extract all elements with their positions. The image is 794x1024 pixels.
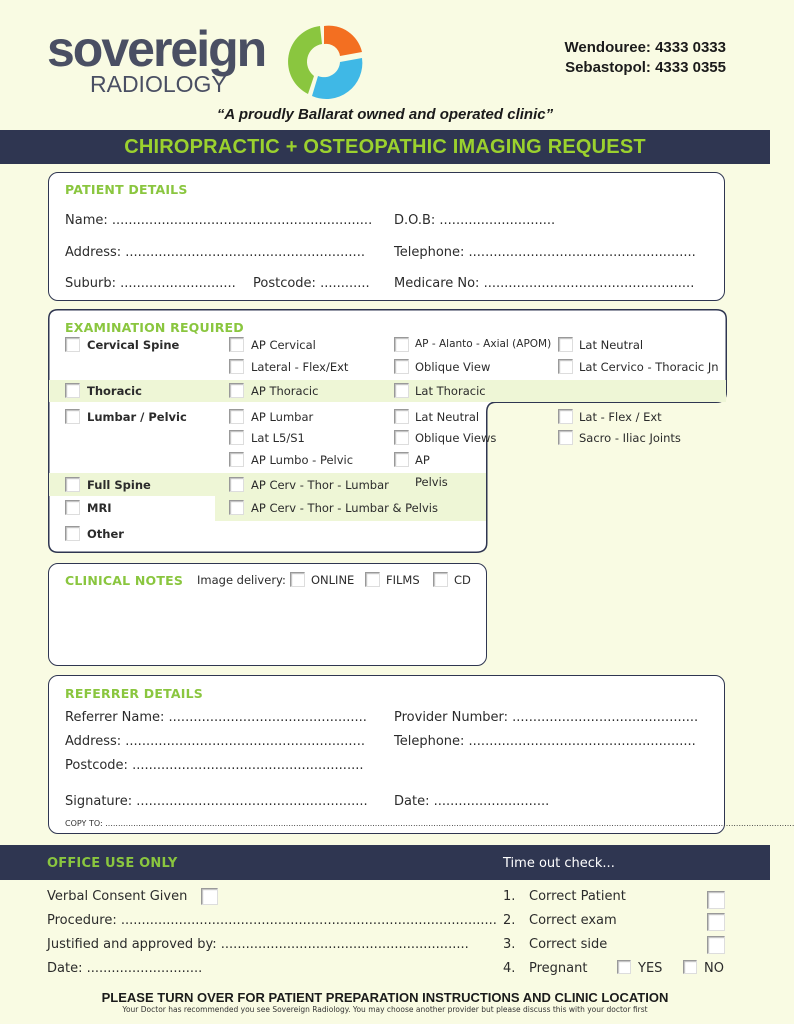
ap-cerv-thor-lumbar-label: AP Cerv - Thor - Lumbar [251, 478, 389, 492]
lat-l5s1-checkbox[interactable] [229, 430, 244, 445]
clinical-notes-heading: CLINICAL NOTES [65, 573, 184, 588]
signature-field[interactable]: Signature: ........................................................ [65, 794, 368, 809]
ap-cerv-thor-lumbar-checkbox[interactable] [229, 477, 244, 492]
provider-number-field[interactable]: Provider Number: ............................................. [394, 710, 699, 725]
pregnant-yes-checkbox[interactable] [617, 960, 631, 974]
phone-wendouree: Wendouree: 4333 0333 [564, 39, 726, 56]
pelvis-label: Pelvis [415, 475, 448, 489]
footer-disclaimer: Your Doctor has recommended you see Sovereign Radiology. You may choose another provider but please discuss this with your doctor first [122, 1005, 648, 1014]
mri-checkbox[interactable] [65, 500, 80, 515]
patient-suburb-field[interactable]: Suburb: ............................ [65, 276, 236, 291]
check-2-label: Correct exam [529, 913, 617, 928]
referrer-date-field[interactable]: Date: ............................ [394, 794, 550, 809]
ap-pelvis-checkbox[interactable] [394, 452, 409, 467]
referrer-telephone-field[interactable]: Telephone: ....................................................... [394, 734, 696, 749]
pregnant-no-label: NO [704, 961, 724, 976]
lat-neutral-cervical-checkbox[interactable] [558, 337, 573, 352]
ap-cerv-thor-lumbar-pelvis-checkbox[interactable] [229, 500, 244, 515]
patient-address-field[interactable]: Address: .......................................................... [65, 245, 365, 260]
cd-checkbox[interactable] [433, 572, 448, 587]
justified-field[interactable]: Justified and approved by: ............................................................ [47, 937, 469, 952]
online-label: ONLINE [311, 573, 355, 587]
oblique-view-checkbox[interactable] [394, 359, 409, 374]
clinic-phones [565, 38, 726, 78]
cervical-spine-label: Cervical Spine [87, 338, 180, 352]
ap-label: AP [415, 453, 430, 467]
ap-thoracic-checkbox[interactable] [229, 383, 244, 398]
check-4-label: Pregnant [529, 961, 588, 976]
lat-thoracic-checkbox[interactable] [394, 383, 409, 398]
full-spine-checkbox[interactable] [65, 477, 80, 492]
ap-lumbar-checkbox[interactable] [229, 409, 244, 424]
check-2-number: 2. [503, 913, 516, 928]
films-checkbox[interactable] [365, 572, 380, 587]
procedure-field[interactable]: Procedure: ........................................................................................... [47, 913, 497, 928]
patient-postcode-field[interactable]: Postcode: ............ [253, 276, 370, 291]
page-title: CHIROPRACTIC + OSTEOPATHIC IMAGING REQUEST [124, 136, 646, 158]
logo-swirl-icon [282, 22, 366, 100]
pregnant-yes-label: YES [638, 961, 663, 976]
patient-details-heading: PATIENT DETAILS [65, 182, 188, 197]
lat-neutral-lumbar-checkbox[interactable] [394, 409, 409, 424]
correct-patient-checkbox[interactable] [707, 891, 725, 909]
lumbar-pelvic-checkbox[interactable] [65, 409, 80, 424]
lateral-flex-label: Lateral - Flex/Ext [251, 360, 349, 374]
tagline: “A proudly Ballarat owned and operated clinic” [216, 106, 554, 123]
referrer-details-heading: REFERRER DETAILS [65, 686, 203, 701]
lat-neutral-lumbar-label: Lat Neutral [415, 410, 480, 424]
patient-dob-field[interactable]: D.O.B: ............................ [394, 213, 556, 228]
full-spine-label: Full Spine [87, 478, 151, 492]
ap-cervical-checkbox[interactable] [229, 337, 244, 352]
referrer-address-field[interactable]: Address: .......................................................... [65, 734, 365, 749]
thoracic-checkbox[interactable] [65, 383, 80, 398]
check-3-number: 3. [503, 937, 516, 952]
lat-thoracic-label: Lat Thoracic [415, 384, 486, 398]
office-date-field[interactable]: Date: ............................ [47, 961, 203, 976]
copy-to-field[interactable]: COPY TO: ............................................................................................................................................................................................................................................................................... [65, 819, 794, 828]
lat-l5s1-label: Lat L5/S1 [251, 431, 305, 445]
lumbar-pelvic-label: Lumbar / Pelvic [87, 410, 187, 424]
referrer-postcode-field[interactable]: Postcode: ........................................................ [65, 758, 364, 773]
ap-lumbo-pelvic-checkbox[interactable] [229, 452, 244, 467]
logo-wordmark: sovereign [47, 21, 266, 77]
timeout-check-heading: Time out check... [503, 856, 615, 871]
verbal-consent-label: Verbal Consent Given [47, 889, 188, 904]
lateral-flex-checkbox[interactable] [229, 359, 244, 374]
lat-flex-ext-checkbox[interactable] [558, 409, 573, 424]
patient-telephone-field[interactable]: Telephone: ....................................................... [394, 245, 696, 260]
verbal-consent-checkbox[interactable] [201, 888, 218, 905]
lat-neutral-cervical-label: Lat Neutral [579, 338, 644, 352]
patient-medicare-field[interactable]: Medicare No: ................................................... [394, 276, 695, 291]
footer-instructions: PLEASE TURN OVER FOR PATIENT PREPARATION INSTRUCTIONS AND CLINIC LOCATION [101, 990, 669, 1005]
thoracic-row-highlight [49, 380, 726, 402]
sacro-iliac-checkbox[interactable] [558, 430, 573, 445]
ap-lumbo-pelvic-label: AP Lumbo - Pelvic [251, 453, 354, 467]
other-label: Other [87, 527, 124, 541]
phone-sebastopol: Sebastopol: 4333 0355 [565, 59, 726, 76]
other-checkbox[interactable] [65, 526, 80, 541]
ap-alanto-checkbox[interactable] [394, 337, 409, 352]
ap-cerv-thor-lumbar-pelvis-label: AP Cerv - Thor - Lumbar & Pelvis [251, 501, 438, 515]
films-label: FILMS [386, 573, 420, 587]
cervical-spine-checkbox[interactable] [65, 337, 80, 352]
patient-name-field[interactable]: Name: ............................................................... [65, 213, 373, 228]
logo-subtitle: RADIOLOGY [90, 71, 227, 97]
check-4-number: 4. [503, 961, 516, 976]
oblique-views-label: Oblique Views [415, 431, 497, 445]
sacro-iliac-label: Sacro - Iliac Joints [579, 431, 681, 445]
online-checkbox[interactable] [290, 572, 305, 587]
correct-exam-checkbox[interactable] [707, 913, 725, 931]
lat-cervico-checkbox[interactable] [558, 359, 573, 374]
oblique-view-label: Oblique View [415, 360, 491, 374]
office-use-heading: OFFICE USE ONLY [47, 856, 178, 871]
correct-side-checkbox[interactable] [707, 936, 725, 954]
cd-label: CD [454, 573, 471, 587]
oblique-views-checkbox[interactable] [394, 430, 409, 445]
check-1-number: 1. [503, 889, 516, 904]
check-1-label: Correct Patient [529, 889, 626, 904]
check-3-label: Correct side [529, 937, 608, 952]
ap-lumbar-label: AP Lumbar [251, 410, 314, 424]
thoracic-label: Thoracic [87, 384, 142, 398]
lat-flex-ext-label: Lat - Flex / Ext [579, 410, 662, 424]
ap-alanto-label: AP - Alanto - Axial (APOM) [415, 338, 552, 350]
lat-cervico-label: Lat Cervico - Thoracic Jn [579, 360, 719, 374]
image-delivery-label: Image delivery: [197, 573, 286, 587]
referrer-name-field[interactable]: Referrer Name: ................................................ [65, 710, 367, 725]
mri-label: MRI [87, 501, 112, 515]
ap-thoracic-label: AP Thoracic [251, 384, 319, 398]
ap-cervical-label: AP Cervical [251, 338, 316, 352]
pregnant-no-checkbox[interactable] [683, 960, 697, 974]
examination-heading: EXAMINATION REQUIRED [65, 320, 244, 335]
